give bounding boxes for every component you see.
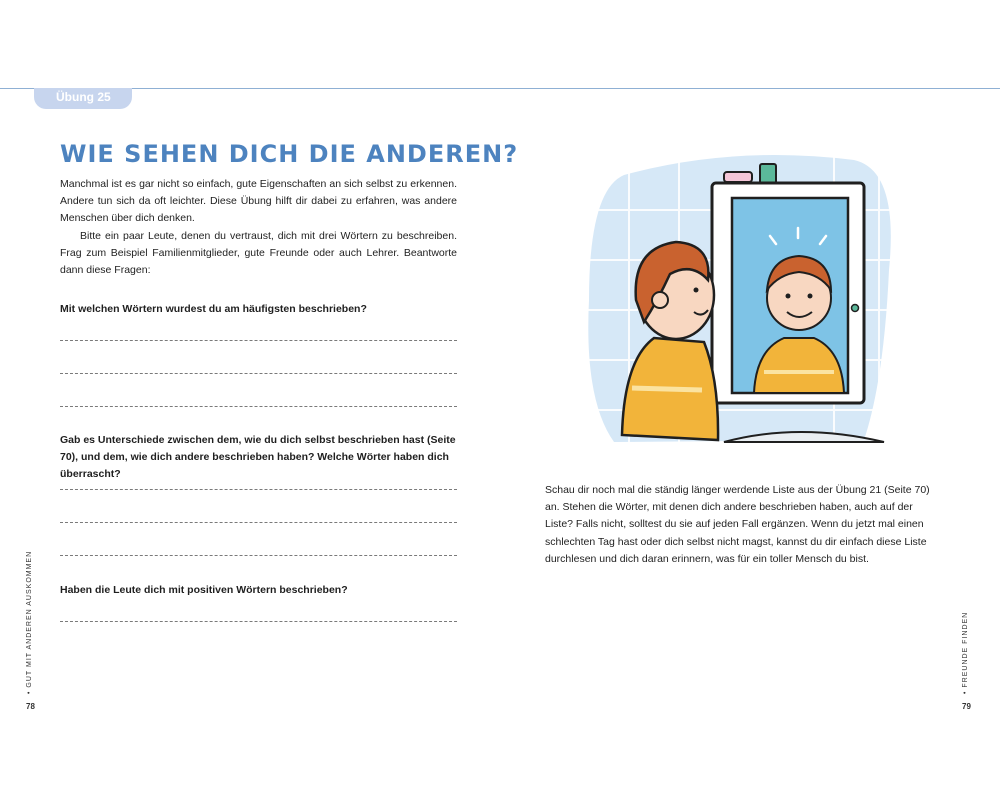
boy-mirror-illustration — [584, 150, 894, 450]
answer-line[interactable] — [60, 340, 457, 341]
right-section-label: • FREUNDE FINDEN — [962, 611, 969, 694]
answer-line[interactable] — [60, 489, 457, 490]
page-title: WIE SEHEN DICH DIE ANDEREN? — [60, 140, 519, 168]
answer-line[interactable] — [60, 555, 457, 556]
question-1: Mit welchen Wörtern wurdest du am häufigsten beschrieben? — [60, 303, 367, 315]
intro-paragraph-2: Bitte ein paar Leute, denen du vertraust, dich mit drei Wörtern zu beschreiben. Frag zum Beispiel Familienmitglieder, gute Freunde oder auch Lehrer. Beantworte dann diese Fragen: — [60, 229, 457, 277]
answer-line[interactable] — [60, 621, 457, 622]
page-number-left: 78 — [26, 702, 35, 711]
left-section-label: • GUT MIT ANDEREN AUSKOMMEN — [26, 550, 33, 694]
answer-line[interactable] — [60, 406, 457, 407]
header-rule — [0, 88, 1000, 89]
intro-paragraph-1: Manchmal ist es gar nicht so einfach, gute Eigenschaften an sich selbst zu erkennen. Andere tun sich da oft leichter. Diese Übung hilft dir dabei zu erfahren, was andere Menschen über dich denken. — [60, 178, 457, 225]
exercise-tab: Übung 25 — [34, 88, 132, 109]
page-number-right: 79 — [962, 702, 971, 711]
right-paragraph: Schau dir noch mal die ständig länger werdende Liste aus der Übung 21 (Seite 70) an. Stehen die Wörter, mit denen dich andere beschrieben haben, auch auf der Liste? Falls nicht, solltest du sie auf jeden Fall ergänzen. Wenn du jetzt mal einen schlechten Tag hast oder dich selbst nicht magst, kannst du dir einfach diese Liste durchlesen und dich daran erinnern, was für ein toller Mensch du bist. — [545, 484, 930, 565]
answer-line[interactable] — [60, 373, 457, 374]
question-2: Gab es Unterschiede zwischen dem, wie du dich selbst beschrieben hast (Seite 70), und dem, wie dich andere beschrieben haben? Welche Wörter haben dich überrascht? — [60, 434, 456, 480]
answer-line[interactable] — [60, 522, 457, 523]
intro-text — [60, 176, 457, 279]
question-3: Haben die Leute dich mit positiven Wörtern beschrieben? — [60, 584, 348, 596]
